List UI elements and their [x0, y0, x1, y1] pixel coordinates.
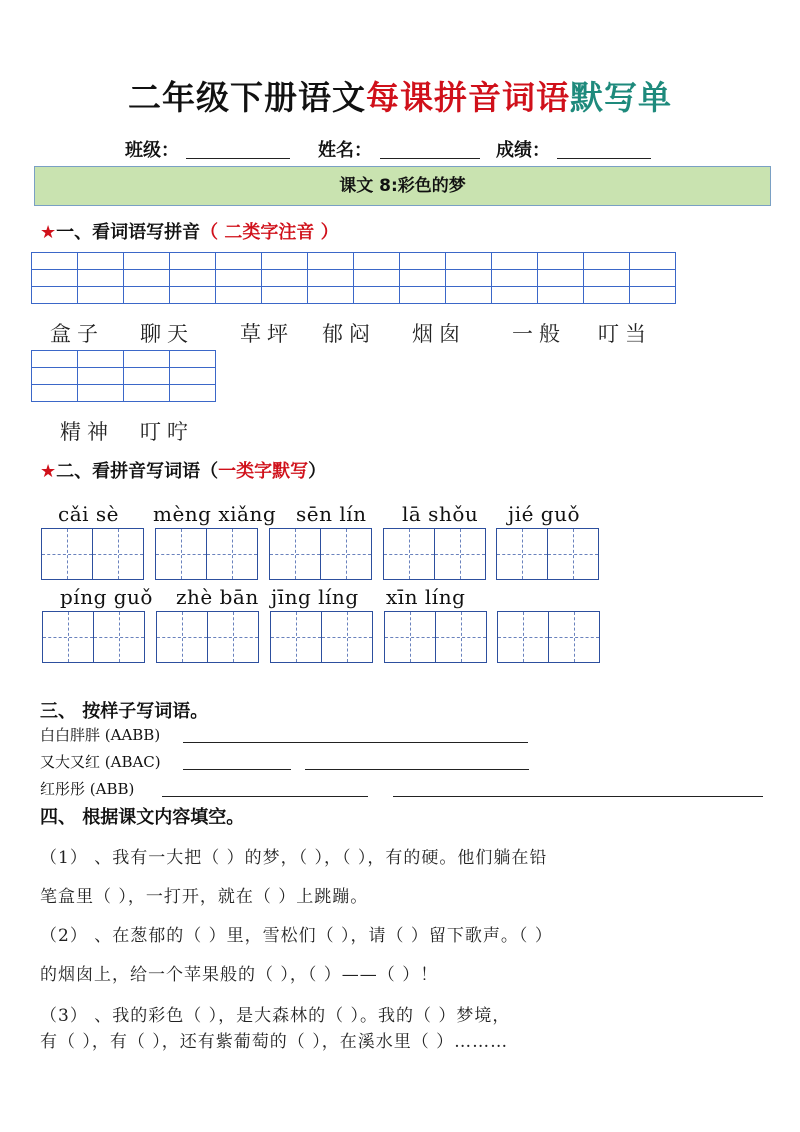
- name-field[interactable]: [380, 158, 480, 159]
- fill-blank-line: 笔盒里（ ），一打开，就在（ ）上跳蹦。: [40, 887, 369, 907]
- pattern-label: 红彤彤 (ABB): [40, 780, 135, 798]
- tianzige-box[interactable]: [497, 611, 600, 663]
- answer-line[interactable]: [162, 796, 368, 797]
- section1-note: （ 二类字注音 ）: [200, 222, 339, 243]
- title-part-teal: 默写单: [570, 78, 672, 117]
- pinyin-item: píng guǒ: [60, 585, 153, 609]
- page-title: [0, 72, 800, 119]
- fill-blank-line: （3） 、我的彩色（ ），是大森林的（ ）。我的（ ）梦境，: [40, 1006, 511, 1026]
- pattern-label: 白白胖胖 (AABB): [40, 726, 161, 744]
- pinyin-item: xīn líng: [386, 585, 466, 609]
- pinyin-item: cǎi sè: [58, 502, 119, 526]
- section3-title: 三、 按样子写词语。: [40, 701, 209, 722]
- tianzige-box[interactable]: [269, 528, 372, 580]
- tianzige-box[interactable]: [496, 528, 599, 580]
- lesson-title: 课文 8:彩色的梦: [34, 166, 771, 206]
- fill-blank-line: （2） 、在葱郁的（ ）里，雪松们（ ），请（ ）留下歌声。（ ）: [40, 926, 553, 946]
- tianzige-box[interactable]: [156, 611, 259, 663]
- fill-blank-line: （1） 、我有一大把（ ）的梦，（ ），（ ），有的硬。他们躺在铅: [40, 848, 548, 868]
- word-item: 郁闷: [322, 322, 376, 346]
- class-label: 班级：: [125, 140, 179, 161]
- word-item: 盒子: [50, 322, 104, 346]
- fill-blank-line: 有（ ），有（ ），还有紫葡萄的（ ），在溪水里（ ）………: [40, 1032, 509, 1052]
- fill-blank-line: 的烟囱上，给一个苹果般的（ ），（ ）——（ ）！: [40, 965, 439, 985]
- pinyin-writing-grid-1[interactable]: [31, 252, 676, 304]
- section2-note: 一类字默写: [218, 461, 309, 482]
- tianzige-box[interactable]: [270, 611, 373, 663]
- answer-line[interactable]: [305, 769, 529, 770]
- pattern-label: 又大又红 (ABAC): [40, 753, 161, 771]
- title-part-red: 每课拼音词语: [366, 78, 570, 117]
- word-item: 草坪: [240, 322, 294, 346]
- pinyin-item: lā shǒu: [402, 502, 479, 526]
- word-item: 叮咛: [140, 420, 194, 444]
- pinyin-item: mèng xiǎng: [153, 502, 277, 526]
- tianzige-box[interactable]: [384, 611, 487, 663]
- word-item: 叮当: [598, 322, 652, 346]
- tianzige-box[interactable]: [42, 611, 145, 663]
- answer-line[interactable]: [393, 796, 763, 797]
- tianzige-box[interactable]: [155, 528, 258, 580]
- word-item: 聊天: [140, 322, 194, 346]
- pinyin-item: jié guǒ: [508, 502, 581, 526]
- score-label: 成绩：: [496, 140, 550, 161]
- answer-line[interactable]: [183, 742, 528, 743]
- section2-title: [40, 457, 326, 483]
- section4-title: 四、 根据课文内容填空。: [40, 807, 245, 828]
- section2-title-text: 二、看拼音写词语（: [56, 461, 219, 482]
- word-item: 精神: [60, 420, 114, 444]
- star-icon: ★: [40, 461, 57, 482]
- title-part-black: 二年级下册语文: [128, 78, 366, 117]
- class-field[interactable]: [186, 158, 290, 159]
- pinyin-writing-grid-2[interactable]: [31, 350, 216, 402]
- word-item: 烟囱: [412, 322, 466, 346]
- name-label: 姓名：: [318, 140, 372, 161]
- pinyin-item: jīng líng: [271, 585, 359, 609]
- tianzige-box[interactable]: [383, 528, 486, 580]
- star-icon: ★: [40, 222, 57, 243]
- answer-line[interactable]: [183, 769, 291, 770]
- section2-title-close: ）: [308, 461, 327, 482]
- pinyin-item: sēn lín: [296, 502, 367, 526]
- word-item: 一般: [512, 322, 566, 346]
- score-field[interactable]: [557, 158, 651, 159]
- pinyin-item: zhè bān: [176, 585, 259, 609]
- tianzige-box[interactable]: [41, 528, 144, 580]
- section1-title-text: 一、看词语写拼音: [56, 222, 201, 243]
- section1-title: [40, 218, 339, 244]
